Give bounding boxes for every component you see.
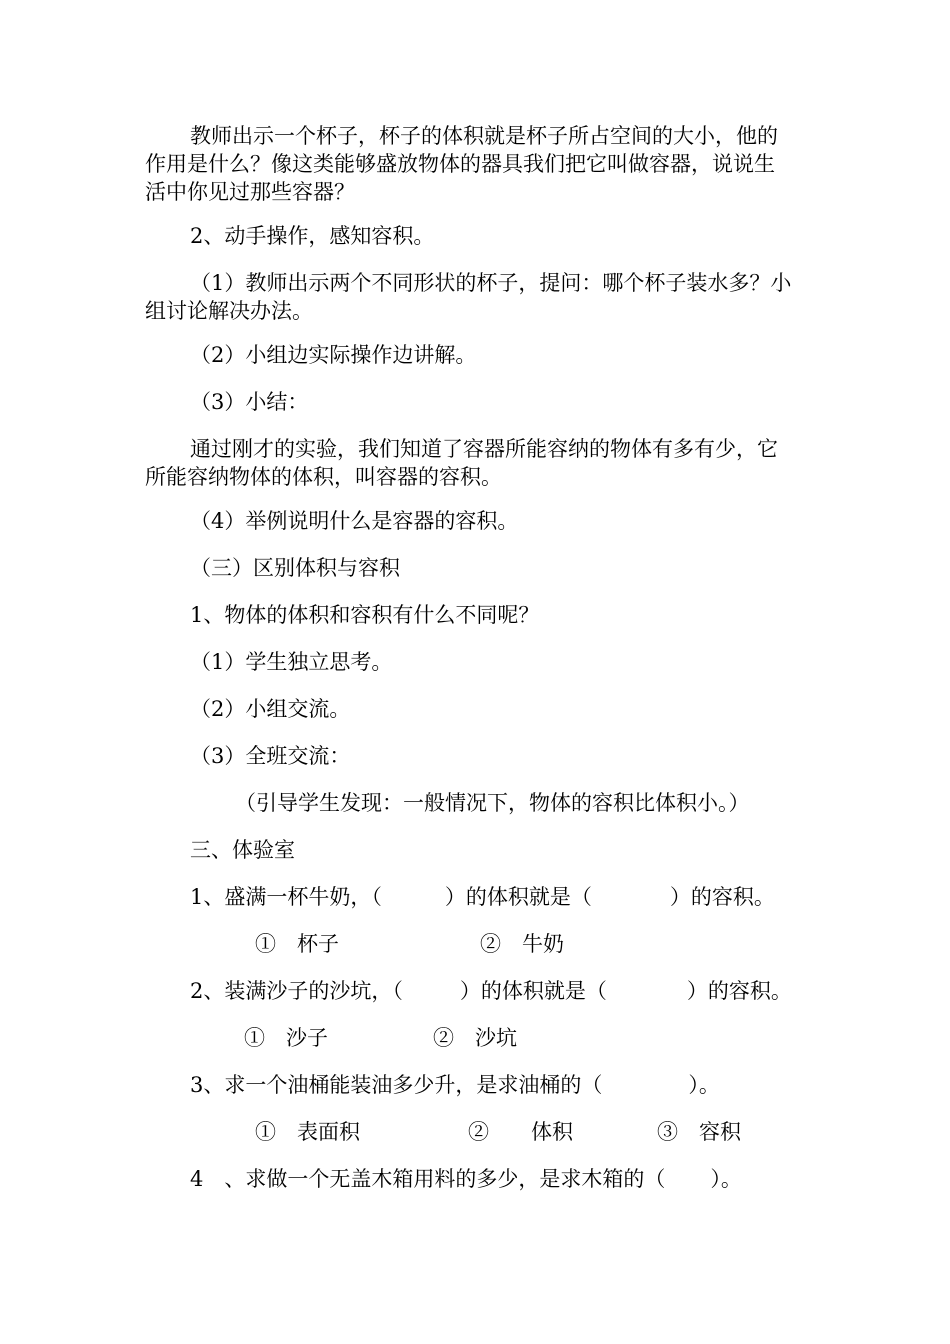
section-experience: 三、体验室 bbox=[190, 838, 295, 862]
step-1-line1: （1）教师出示两个不同形状的杯子，提问：哪个杯子装水多？小 bbox=[190, 271, 792, 295]
question-3-part-a: 3、求一个油桶能装油多少升，是求油桶的（ bbox=[190, 1073, 603, 1097]
paragraph-intro-line2: 作用是什么？像这类能够盛放物体的器具我们把它叫做容器，说说生 bbox=[145, 152, 775, 176]
question-difference: 1、物体的体积和容积有什么不同呢？ bbox=[190, 603, 540, 627]
question-4-part-a: 4 、求做一个无盖木箱用料的多少，是求木箱的（ bbox=[190, 1167, 666, 1191]
question-3 bbox=[190, 1071, 855, 1100]
summary-line1: 通过刚才的实验，我们知道了容器所能容纳的物体有多有少，它 bbox=[190, 437, 778, 461]
paragraph-intro-line1: 教师出示一个杯子，杯子的体积就是杯子所占空间的大小，他的 bbox=[190, 124, 778, 148]
question-4-part-b: ）。 bbox=[710, 1167, 742, 1191]
paragraph-intro-line3: 活中你见过那些容器？ bbox=[145, 180, 355, 204]
question-2 bbox=[190, 977, 855, 1006]
step-class: （3）全班交流： bbox=[190, 744, 351, 768]
question-2-part-c: ）的容积。 bbox=[686, 979, 792, 1003]
guidance-note: （引导学生发现：一般情况下，物体的容积比体积小。） bbox=[235, 791, 750, 815]
q2-option-2: ② 沙坑 bbox=[433, 1026, 517, 1050]
question-1-part-c: ）的容积。 bbox=[669, 885, 775, 909]
q1-option-2: ② 牛奶 bbox=[480, 932, 564, 956]
question-1 bbox=[190, 883, 855, 912]
section-distinguish: （三）区别体积与容积 bbox=[190, 556, 400, 580]
q3-option-2: ② 体积 bbox=[468, 1120, 573, 1144]
step-3: （3）小结： bbox=[190, 390, 309, 414]
q3-option-1: ① 表面积 bbox=[255, 1120, 360, 1144]
q3-option-3: ③ 容积 bbox=[657, 1120, 741, 1144]
q1-option-1: ① 杯子 bbox=[255, 932, 339, 956]
question-2-part-a: 2、装满沙子的沙坑，（ bbox=[190, 979, 403, 1003]
question-3-part-b: ）。 bbox=[688, 1073, 720, 1097]
step-4: （4）举例说明什么是容器的容积。 bbox=[190, 509, 519, 533]
question-1-part-a: 1、盛满一杯牛奶，（ bbox=[190, 885, 382, 909]
step-1-line2: 组讨论解决办法。 bbox=[145, 299, 313, 323]
section-hands-on: 2、动手操作，感知容积。 bbox=[190, 224, 435, 248]
question-4 bbox=[190, 1165, 855, 1194]
summary-line2: 所能容纳物体的体积，叫容器的容积。 bbox=[145, 465, 502, 489]
step-think: （1）学生独立思考。 bbox=[190, 650, 393, 674]
question-2-part-b: ）的体积就是（ bbox=[459, 979, 607, 1003]
step-group: （2）小组交流。 bbox=[190, 697, 351, 721]
question-1-part-b: ）的体积就是（ bbox=[444, 885, 592, 909]
step-2: （2）小组边实际操作边讲解。 bbox=[190, 343, 477, 367]
q2-option-1: ① 沙子 bbox=[244, 1026, 328, 1050]
